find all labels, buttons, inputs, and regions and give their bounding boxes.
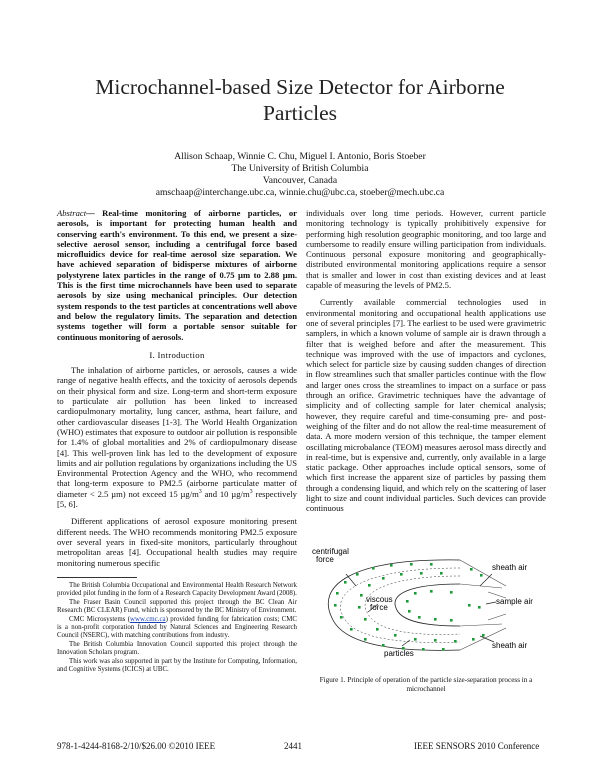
label-particles: particles	[384, 649, 414, 658]
particle	[382, 577, 385, 580]
particle	[410, 563, 413, 566]
particle	[440, 572, 443, 575]
footnote: The British Columbia Innovation Council supported this project through the Innovation Scholars program.	[57, 640, 297, 657]
particle	[364, 638, 367, 641]
particle	[422, 648, 425, 651]
label-viscous-force: force	[370, 603, 388, 612]
label-sheath-air-bottom: sheath air	[492, 641, 528, 650]
particle	[406, 600, 409, 603]
particle	[414, 592, 417, 595]
author-location: Vancouver, Canada	[262, 175, 338, 186]
particle	[480, 574, 483, 577]
particle	[450, 619, 453, 622]
particle	[434, 618, 437, 621]
particle	[430, 590, 433, 593]
particle	[376, 628, 379, 631]
right-paragraph-1: individuals over long time periods. However, current particle monitoring technology is typically prohibitively expensive for performing high resolution geographic monitoring, and too large and cumbersome to readily ensure willing participation from individuals. Continuous personal exposure monitoring and geographically-distributed environmental monitoring applications require a sensor that is smaller and lower in cost than existing devices and at least capable of measuring the levels of PM2.5.	[306, 208, 546, 291]
label-sheath-air-top: sheath air	[492, 563, 528, 572]
label-centrifugal: centrifugal	[312, 547, 349, 556]
particle	[340, 616, 343, 619]
intro-paragraph-2: Different applications of aerosol exposure monitoring present different needs. The WHO recommends monitoring PM2.5 exposure over several years in fixed-site monitors, particularly throughout metropolitan areas [4]. Occupational health studies may require monitoring numerous specific	[57, 516, 297, 568]
abstract-label: Abstract	[57, 208, 87, 218]
particle	[344, 581, 347, 584]
particle	[430, 563, 433, 566]
particle	[470, 568, 473, 571]
footnote: The Fraser Basin Council supported this project through the BC Clean Air Research (BC CLEAR) Fund, which is sponsored by the BC Ministry of Environment.	[57, 598, 297, 615]
particle	[454, 640, 457, 643]
footer-page-number: 2441	[284, 741, 302, 751]
footnotes	[57, 577, 297, 674]
author-emails: amschaap@interchange.ubc.ca, winnie.chu@ubc.ca, stoeber@mech.ubc.ca	[155, 187, 445, 198]
footer-isbn: 978-1-4244-8168-2/10/$26.00 ©2010 IEEE	[57, 741, 216, 751]
particle	[334, 604, 337, 607]
particle	[394, 634, 397, 637]
section-heading-intro: I. Introduction	[149, 349, 205, 360]
particle	[356, 573, 359, 576]
right-column	[306, 208, 546, 514]
label-force: force	[316, 555, 334, 564]
particle	[350, 628, 353, 631]
particle	[360, 594, 363, 597]
right-paragraph-2: Currently available commercial technologies used in environmental monitoring and occupational health applications use one of several principles [7]. The earliest to be used were gravimetric samplers, in which a known volume of sample air is drawn through a filter that is weighed before and after the measurement. This technique was improved with the use of impactors and cyclones, which select for particle size by causing sudden changes of direction in flow streamlines such that smaller particles continue with the flow and larger ones cross the streamlines to impact on a surface or pass through an orifice. Gravimetric techniques have the advantage of simplicity and of collecting sample for later chemical analysis; however, they require careful and time-consuming pre- and post-weighing of the filter and do not allow the real-time measurement of data. A more modern version of this technique, the tamper element oscillating microbalance (TEOM) measures aerosol mass directly and in real-time, but is expensive and, currently, only available in a large static package. Other approaches include optical sensors, some of which first increase the apparent size of particles by passing them through a condensing liquid, and which rely on the scattering of laser light to size and count individual particles. Such devices can provide continuous	[306, 297, 546, 514]
figure-1-diagram	[310, 546, 542, 668]
particle	[468, 604, 471, 607]
left-column	[57, 208, 297, 568]
particle	[400, 573, 403, 576]
particle	[390, 564, 393, 567]
particle	[364, 618, 367, 621]
particle	[372, 567, 375, 570]
cmc-link[interactable]: www.cmc.ca	[130, 615, 166, 623]
author-names: Allison Schaap, Winnie C. Chu, Miguel I. Antonio, Boris Stoeber	[174, 151, 426, 162]
footnote-divider	[57, 577, 137, 578]
abstract	[57, 208, 297, 342]
particle	[478, 606, 481, 609]
paper-title: Microchannel-based Size Detector for Airborne Particles	[95, 75, 505, 125]
label-viscous: viscous	[366, 595, 393, 604]
particle	[382, 644, 385, 647]
particle	[336, 592, 339, 595]
author-affiliation: The University of British Columbia	[231, 163, 369, 174]
streamlines	[340, 568, 460, 642]
particle	[472, 638, 475, 641]
particle	[434, 639, 437, 642]
particle	[358, 606, 361, 609]
particle	[482, 634, 485, 637]
author-block	[60, 151, 540, 199]
particle	[442, 648, 445, 651]
particle	[368, 584, 371, 587]
particle	[408, 610, 411, 613]
footer-conference: IEEE SENSORS 2010 Conference	[414, 741, 540, 751]
figure-caption: Figure 1. Principle of operation of the particle size-separation process in a microchannel	[319, 676, 533, 693]
particle	[414, 638, 417, 641]
particle-dots	[334, 563, 485, 651]
particle	[420, 572, 423, 575]
particle	[450, 591, 453, 594]
intro-paragraph-1: The inhalation of airborne particles, or aerosols, causes a wide range of negative health effects, and the toxicity of aerosols depends on their physical form and size. Long-term and short-term exposure to particulate air pollution has been linked to increased cardiopulmonary mortality, lung cancer, asthma, heart failure, and other cardiovascular diseases [1-3]. The World Health Organization (WHO) estimates that exposure to outdoor air pollution is responsible for 1.4% of global mortalities and 2% of cardiopulmonary disease [4]. This well-proven link has led to the development of exposure limits and air pollution regulations by organizations including the US Environmental Protection Agency and the WHO, who recommend that long-term exposure to PM2.5 (airborne particulate matter of diameter < 2.5 µm) not exceed 15 $\mu g/m^3$ and 10 $\mu g/m^3$ respectively [5, 6].	[57, 365, 297, 510]
footnote: The British Columbia Occupational and Environmental Health Research Network provided pilot funding in the form of a Research Capacity Development Award (2008).	[57, 582, 297, 598]
label-sample-air: sample air	[496, 597, 533, 606]
abstract-text: — Real-time monitoring of airborne particles, or aerosols, is important for protecting human health and conserving earth's environment. To this end, we present a size-selective aerosol sensor, including a centrifugal force based microfluidics device for real-time aerosol size separation. We have achieved separation of bidisperse mixtures of airborne polystyrene latex particles in the range of 0.75 µm to 2.88 µm. This is the first time microchannels have been used to separate aerosols by size using mechanical principles. Our detection system responds to the test particles at concentrations well above and below the regulatory limits. The separation and detection systems together will form a portable sensor suitable for continuous monitoring of aerosols.	[57, 208, 297, 342]
footnote: This work was also supported in part by the Institute for Computing, Information, and Cognitive Systems (ICICS) at UBC.	[57, 657, 297, 674]
footnote: CMC Microsystems (www.cmc.ca) provided funding for fabrication costs; CMC is a non-profit corporation funded by Natural Sciences and Engineering Research Council (NSERC), with matching contributions from industry.	[57, 615, 297, 640]
particle	[418, 616, 421, 619]
